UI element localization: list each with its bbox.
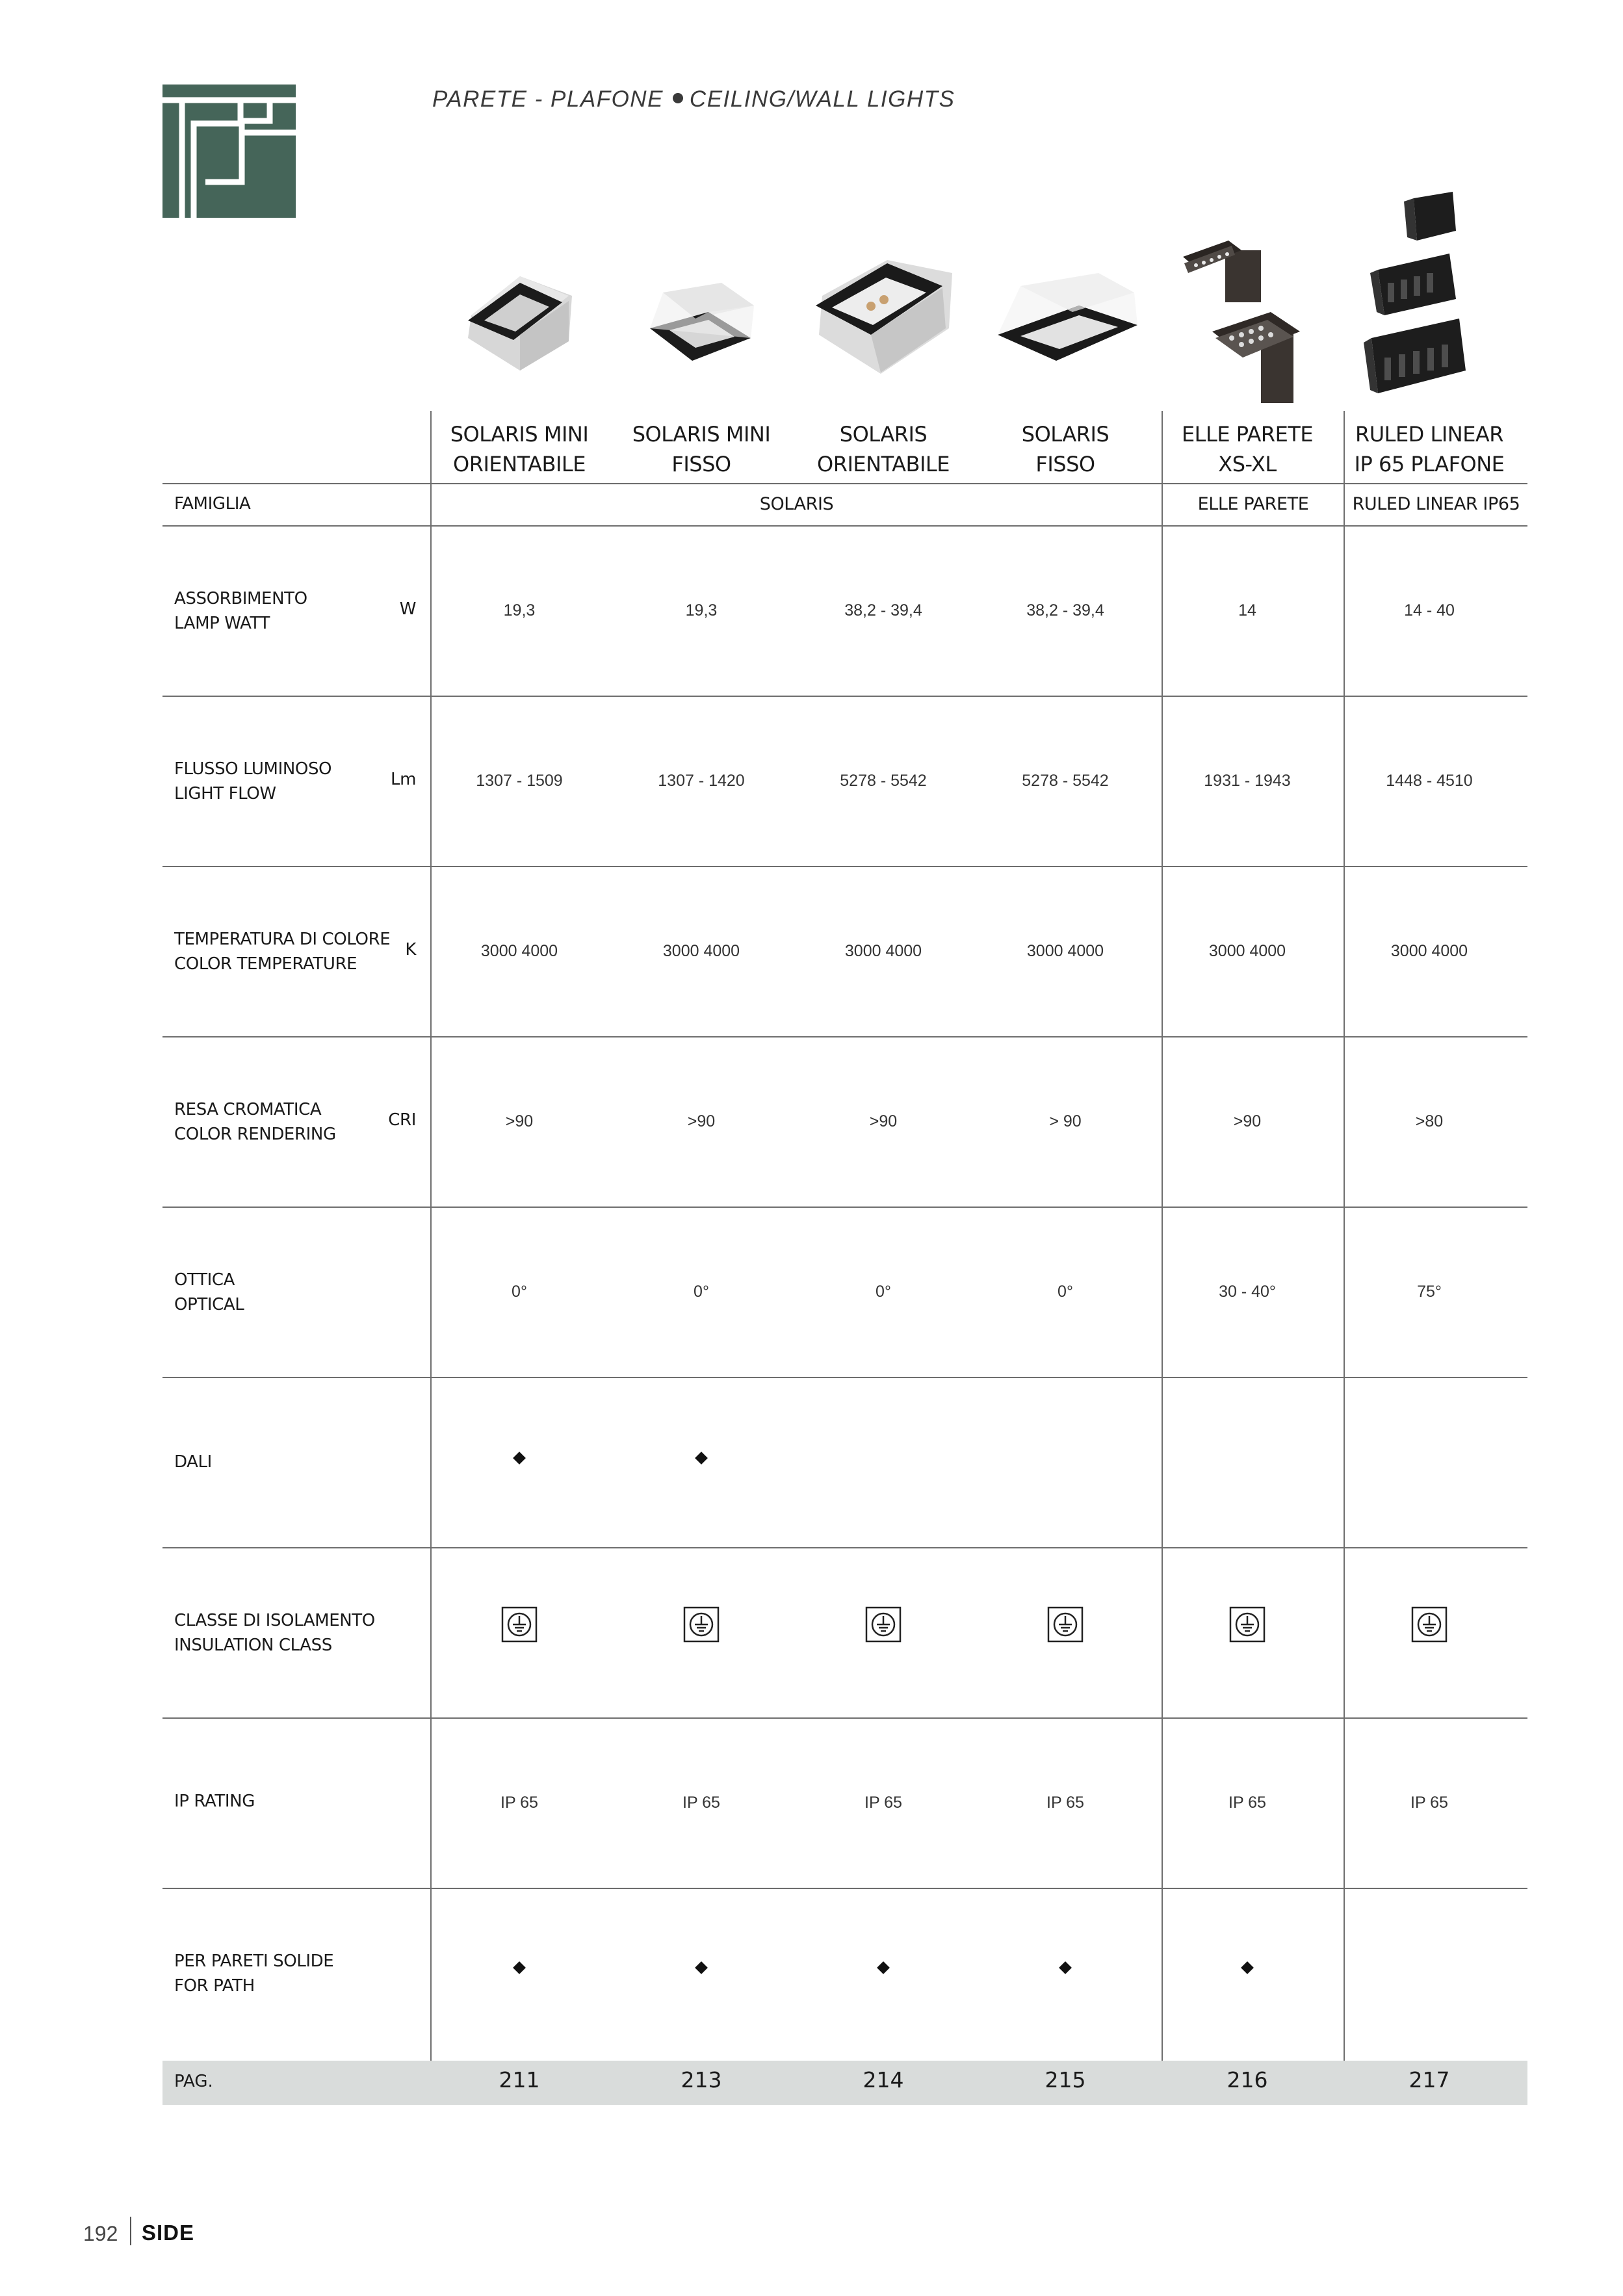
path-mark xyxy=(695,1961,708,1974)
spec-cell: 1448 - 4510 xyxy=(1386,772,1473,790)
spec-cell: 3000 4000 xyxy=(844,942,922,960)
product-name-6: RULED LINEAR IP 65 PLAFONE xyxy=(1354,422,1505,476)
spec-cell: IP 65 xyxy=(500,1794,538,1812)
page-reference-link[interactable]: 216 xyxy=(1227,2067,1268,2093)
spec-cell: 3000 4000 xyxy=(1390,942,1468,960)
row-unit: Lm xyxy=(390,770,416,789)
row-divider xyxy=(162,1547,1527,1548)
page-reference-label: PAG. xyxy=(174,2072,213,2091)
brand-monogram-icon xyxy=(162,85,296,218)
solaris-mini-orientabile-photo xyxy=(458,270,582,374)
famiglia-ruled-linear: RULED LINEAR IP65 xyxy=(1352,494,1520,514)
spec-cell: 0° xyxy=(512,1283,527,1301)
solaris-orientabile-photo xyxy=(809,257,962,377)
row-divider xyxy=(162,1888,1527,1889)
path-mark xyxy=(513,1961,526,1974)
footer-divider xyxy=(130,2217,131,2245)
spec-cell: >90 xyxy=(1233,1112,1262,1130)
category-english: CEILING/WALL LIGHTS xyxy=(689,86,955,112)
page-reference-link[interactable]: 214 xyxy=(863,2067,904,2093)
page-reference-link[interactable]: 211 xyxy=(499,2067,540,2093)
row-label-ip-rating: IP RATING xyxy=(174,1792,255,1811)
column-divider xyxy=(1344,411,1345,2061)
earth-ground-icon xyxy=(1229,1606,1266,1643)
spec-cell: 3000 4000 xyxy=(1026,942,1104,960)
spec-cell: 38,2 - 39,4 xyxy=(844,601,922,620)
spec-cell: IP 65 xyxy=(682,1794,720,1812)
spec-cell: 75° xyxy=(1417,1283,1442,1301)
row-unit: W xyxy=(399,599,416,619)
solaris-mini-fisso-photo xyxy=(643,280,760,371)
spec-cell: 3000 4000 xyxy=(1208,942,1286,960)
spec-cell: 5278 - 5542 xyxy=(1022,772,1109,790)
spec-cell: IP 65 xyxy=(1046,1794,1084,1812)
earth-ground-icon xyxy=(501,1606,538,1643)
page-reference-link[interactable]: 215 xyxy=(1045,2067,1086,2093)
product-name-5: ELLE PARETE XS-XL xyxy=(1181,422,1314,476)
product-name-3: SOLARIS ORIENTABILE xyxy=(817,422,950,476)
spec-cell: >90 xyxy=(869,1112,898,1130)
spec-cell: 1931 - 1943 xyxy=(1204,772,1291,790)
spec-cell: 19,3 xyxy=(503,601,536,620)
row-label-optical: OTTICA OPTICAL xyxy=(174,1270,244,1314)
earth-ground-icon xyxy=(865,1606,902,1643)
spec-cell: 3000 4000 xyxy=(480,942,558,960)
spec-cell: 1307 - 1509 xyxy=(476,772,563,790)
product-name-1: SOLARIS MINI ORIENTABILE xyxy=(450,422,589,476)
column-divider xyxy=(1162,411,1163,2061)
row-label-light-flow: FLUSSO LUMINOSO LIGHT FLOW xyxy=(174,759,332,803)
famiglia-elle-parete: ELLE PARETE xyxy=(1197,494,1309,514)
page-reference-link[interactable]: 213 xyxy=(681,2067,722,2093)
row-divider xyxy=(162,866,1527,867)
row-divider xyxy=(162,1207,1527,1208)
spec-cell: 0° xyxy=(1058,1283,1073,1301)
row-divider xyxy=(162,1717,1527,1719)
path-mark xyxy=(1059,1961,1072,1974)
spec-cell: 14 xyxy=(1238,601,1256,620)
row-divider xyxy=(162,1036,1527,1037)
spec-cell: 19,3 xyxy=(685,601,718,620)
category-italian: PARETE - PLAFONE xyxy=(432,86,664,112)
row-label-insulation-class: CLASSE DI ISOLAMENTO INSULATION CLASS xyxy=(174,1611,375,1655)
solaris-fisso-photo xyxy=(994,270,1141,374)
row-divider xyxy=(162,525,1527,527)
famiglia-label: FAMIGLIA xyxy=(174,494,251,514)
page-number: 192 xyxy=(83,2222,118,2245)
bullet-dot-icon xyxy=(673,93,683,103)
spec-cell: >90 xyxy=(505,1112,534,1130)
path-mark xyxy=(1241,1961,1254,1974)
earth-ground-icon xyxy=(1411,1606,1448,1643)
path-mark xyxy=(877,1961,890,1974)
dali-mark xyxy=(695,1452,708,1465)
row-label-color-rendering: RESA CROMATICA COLOR RENDERING xyxy=(174,1100,336,1144)
elle-parete-photo xyxy=(1170,234,1332,403)
product-name-2: SOLARIS MINI FISSO xyxy=(632,422,771,476)
spec-cell: 1307 - 1420 xyxy=(658,772,745,790)
spec-cell: IP 65 xyxy=(1228,1794,1266,1812)
row-label-dali: DALI xyxy=(174,1452,212,1472)
row-unit: K xyxy=(405,940,416,959)
spec-cell: 0° xyxy=(694,1283,709,1301)
category-heading xyxy=(432,86,955,112)
earth-ground-icon xyxy=(683,1606,720,1643)
spec-cell: 30 - 40° xyxy=(1219,1283,1276,1301)
spec-cell: 0° xyxy=(876,1283,891,1301)
famiglia-solaris: SOLARIS xyxy=(759,494,834,514)
page-reference-link[interactable]: 217 xyxy=(1409,2067,1450,2093)
column-divider xyxy=(430,411,432,2061)
spec-cell: 5278 - 5542 xyxy=(840,772,927,790)
row-divider xyxy=(162,1377,1527,1378)
row-unit: CRI xyxy=(388,1110,416,1130)
row-divider xyxy=(162,696,1527,697)
spec-cell: > 90 xyxy=(1049,1112,1082,1130)
spec-cell: 14 - 40 xyxy=(1404,601,1455,620)
spec-cell: 38,2 - 39,4 xyxy=(1026,601,1104,620)
spec-cell: IP 65 xyxy=(1410,1794,1448,1812)
earth-ground-icon xyxy=(1047,1606,1084,1643)
footer-brand: SIDE xyxy=(142,2221,195,2245)
dali-mark xyxy=(513,1452,526,1465)
spec-cell: >90 xyxy=(687,1112,716,1130)
spec-cell: >80 xyxy=(1415,1112,1444,1130)
ruled-linear-photo xyxy=(1358,192,1475,403)
product-name-4: SOLARIS FISSO xyxy=(1021,422,1110,476)
row-label-color-temperature: TEMPERATURA DI COLORE COLOR TEMPERATURE xyxy=(174,930,391,974)
spec-cell: 3000 4000 xyxy=(662,942,740,960)
row-divider xyxy=(162,483,1527,484)
spec-cell: IP 65 xyxy=(864,1794,902,1812)
row-label-for-path: PER PARETI SOLIDE FOR PATH xyxy=(174,1951,334,1996)
row-label-lamp-watt: ASSORBIMENTO LAMP WATT xyxy=(174,589,307,633)
